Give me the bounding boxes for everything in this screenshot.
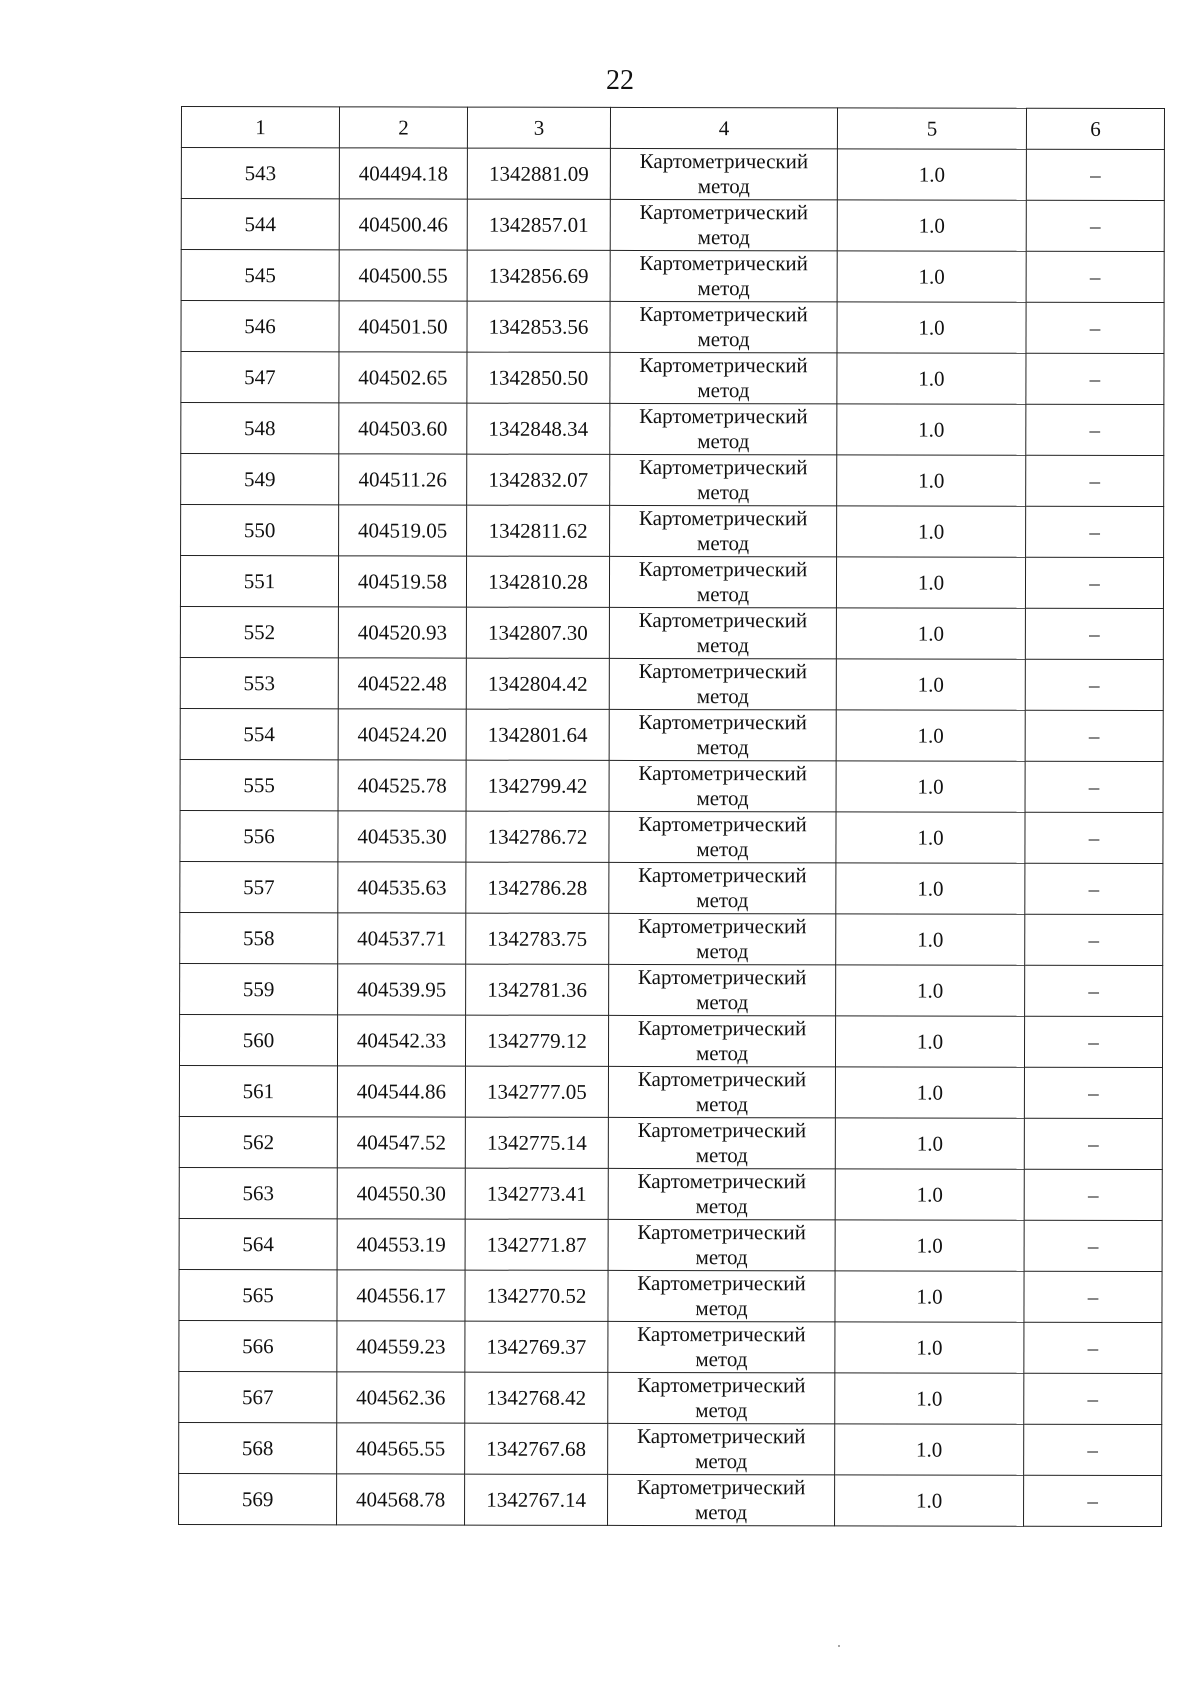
point-number-cell: 561 bbox=[179, 1065, 337, 1116]
point-number-cell: 549 bbox=[181, 454, 339, 505]
note-cell: – bbox=[1024, 1424, 1162, 1475]
method-cell bbox=[610, 505, 837, 556]
y-coordinate-cell: 1342853.56 bbox=[467, 301, 610, 352]
y-coordinate-cell: 1342786.72 bbox=[466, 811, 609, 862]
note-cell: – bbox=[1024, 1373, 1162, 1424]
accuracy-cell: 1.0 bbox=[836, 812, 1025, 863]
point-number-cell: 552 bbox=[180, 606, 338, 657]
method-line: Картометрический bbox=[639, 148, 809, 174]
page-number: 22 bbox=[606, 65, 634, 96]
table-row bbox=[180, 606, 1163, 659]
x-coordinate-cell: 404500.55 bbox=[339, 250, 467, 301]
y-coordinate-cell: 1342848.34 bbox=[467, 403, 610, 454]
y-coordinate-cell: 1342799.42 bbox=[466, 760, 609, 811]
method-line: Картометрический bbox=[637, 1117, 807, 1143]
method-line: Картометрический bbox=[638, 811, 807, 837]
table-row bbox=[181, 505, 1164, 558]
point-number-cell: 547 bbox=[181, 352, 339, 403]
table-row bbox=[179, 1218, 1162, 1271]
point-number-cell: 548 bbox=[181, 403, 339, 454]
accuracy-cell: 1.0 bbox=[835, 1322, 1024, 1373]
method-line: метод bbox=[697, 276, 750, 301]
coordinates-table bbox=[178, 106, 1165, 1527]
accuracy-cell: 1.0 bbox=[835, 1118, 1024, 1169]
table-row bbox=[179, 1422, 1162, 1475]
y-coordinate-cell: 1342857.01 bbox=[467, 199, 610, 250]
y-coordinate-cell: 1342773.41 bbox=[465, 1168, 608, 1219]
accuracy-cell: 1.0 bbox=[837, 302, 1026, 353]
method-line: метод bbox=[695, 1194, 748, 1219]
method-line: Картометрический bbox=[637, 1015, 807, 1041]
table-row bbox=[180, 759, 1163, 812]
point-number-cell: 550 bbox=[181, 505, 339, 556]
accuracy-cell: 1.0 bbox=[836, 761, 1025, 812]
method-cell bbox=[608, 1168, 835, 1219]
x-coordinate-cell: 404547.52 bbox=[337, 1117, 465, 1168]
accuracy-cell: 1.0 bbox=[837, 404, 1026, 455]
point-number-cell: 562 bbox=[179, 1116, 337, 1167]
point-number-cell: 546 bbox=[181, 301, 339, 352]
y-coordinate-cell: 1342856.69 bbox=[467, 250, 610, 301]
column-header: 3 bbox=[467, 107, 610, 148]
method-line: метод bbox=[695, 1092, 748, 1117]
accuracy-cell: 1.0 bbox=[836, 863, 1025, 914]
point-number-cell: 566 bbox=[179, 1320, 337, 1371]
y-coordinate-cell: 1342771.87 bbox=[465, 1219, 608, 1270]
x-coordinate-cell: 404559.23 bbox=[337, 1321, 465, 1372]
method-line: Картометрический bbox=[637, 1168, 807, 1194]
accuracy-cell: 1.0 bbox=[837, 149, 1026, 200]
method-line: Картометрический bbox=[639, 403, 808, 429]
note-cell: – bbox=[1025, 914, 1163, 965]
method-line: Картометрический bbox=[637, 1219, 806, 1245]
table-row bbox=[180, 556, 1163, 609]
x-coordinate-cell: 404553.19 bbox=[337, 1219, 465, 1270]
method-cell bbox=[609, 556, 836, 607]
accuracy-cell: 1.0 bbox=[835, 1271, 1024, 1322]
y-coordinate-cell: 1342767.68 bbox=[465, 1423, 608, 1474]
table-row bbox=[179, 1116, 1162, 1169]
note-cell: – bbox=[1024, 1016, 1162, 1067]
method-line: метод bbox=[697, 480, 750, 505]
x-coordinate-cell: 404539.95 bbox=[338, 964, 466, 1015]
x-coordinate-cell: 404568.78 bbox=[337, 1474, 465, 1525]
x-coordinate-cell: 404494.18 bbox=[339, 148, 467, 199]
accuracy-cell: 1.0 bbox=[836, 659, 1025, 710]
note-cell: – bbox=[1025, 863, 1163, 914]
point-number-cell: 560 bbox=[179, 1014, 337, 1065]
point-number-cell: 554 bbox=[180, 708, 338, 759]
x-coordinate-cell: 404519.58 bbox=[338, 556, 466, 607]
x-coordinate-cell: 404525.78 bbox=[338, 760, 466, 811]
point-number-cell: 558 bbox=[180, 912, 338, 963]
method-line: метод bbox=[696, 939, 749, 964]
method-cell bbox=[609, 964, 836, 1015]
accuracy-cell: 1.0 bbox=[837, 455, 1026, 506]
method-line: метод bbox=[696, 990, 749, 1015]
y-coordinate-cell: 1342786.28 bbox=[466, 862, 609, 913]
method-line: Картометрический bbox=[638, 658, 808, 684]
method-line: метод bbox=[694, 1500, 748, 1525]
method-line: метод bbox=[696, 735, 749, 760]
table-row bbox=[179, 1014, 1162, 1067]
table-row bbox=[179, 1269, 1162, 1322]
y-coordinate-cell: 1342779.12 bbox=[465, 1015, 608, 1066]
method-cell bbox=[608, 1066, 835, 1117]
y-coordinate-cell: 1342807.30 bbox=[466, 607, 609, 658]
column-header: 4 bbox=[610, 107, 837, 148]
note-cell: – bbox=[1025, 659, 1163, 710]
method-line: метод bbox=[695, 1449, 748, 1474]
table-row bbox=[181, 148, 1164, 201]
method-cell bbox=[609, 760, 836, 811]
x-coordinate-cell: 404537.71 bbox=[338, 913, 466, 964]
accuracy-cell: 1.0 bbox=[835, 1169, 1024, 1220]
method-line: метод bbox=[696, 837, 749, 862]
y-coordinate-cell: 1342767.14 bbox=[465, 1474, 608, 1525]
point-number-cell: 557 bbox=[180, 861, 338, 912]
y-coordinate-cell: 1342769.37 bbox=[465, 1321, 608, 1372]
method-line: метод bbox=[696, 582, 750, 607]
note-cell: – bbox=[1025, 812, 1163, 863]
point-number-cell: 545 bbox=[181, 250, 339, 301]
method-cell bbox=[609, 811, 836, 862]
note-cell: – bbox=[1026, 302, 1164, 353]
method-line: метод bbox=[695, 1245, 748, 1270]
method-cell bbox=[610, 199, 837, 250]
point-number-cell: 569 bbox=[179, 1473, 337, 1524]
point-number-cell: 567 bbox=[179, 1371, 337, 1422]
table-row bbox=[179, 1473, 1162, 1526]
method-line: Картометрический bbox=[638, 862, 807, 888]
accuracy-cell: 1.0 bbox=[837, 353, 1026, 404]
method-line: метод bbox=[697, 327, 750, 352]
table-row bbox=[180, 861, 1163, 914]
table-row bbox=[179, 1167, 1162, 1220]
method-cell bbox=[610, 148, 837, 199]
method-line: Картометрический bbox=[638, 913, 807, 939]
note-cell: – bbox=[1024, 1169, 1162, 1220]
table-row bbox=[180, 963, 1163, 1016]
method-cell bbox=[609, 658, 836, 709]
method-line: Картометрический bbox=[636, 1474, 806, 1500]
table-row bbox=[180, 912, 1163, 965]
accuracy-cell: 1.0 bbox=[835, 1373, 1024, 1424]
y-coordinate-cell: 1342801.64 bbox=[466, 709, 609, 760]
accuracy-cell: 1.0 bbox=[835, 1067, 1024, 1118]
method-line: метод bbox=[695, 1347, 748, 1372]
y-coordinate-cell: 1342832.07 bbox=[467, 454, 610, 505]
note-cell: – bbox=[1026, 404, 1164, 455]
point-number-cell: 563 bbox=[179, 1167, 337, 1218]
note-cell: – bbox=[1024, 1067, 1162, 1118]
x-coordinate-cell: 404544.86 bbox=[337, 1066, 465, 1117]
method-cell bbox=[608, 1321, 835, 1372]
note-cell: – bbox=[1026, 200, 1164, 251]
x-coordinate-cell: 404503.60 bbox=[339, 403, 467, 454]
method-cell bbox=[610, 301, 837, 352]
method-line: Картометрический bbox=[638, 556, 808, 582]
note-cell: – bbox=[1025, 608, 1163, 659]
column-header: 2 bbox=[339, 107, 467, 148]
y-coordinate-cell: 1342811.62 bbox=[467, 505, 610, 556]
accuracy-cell: 1.0 bbox=[836, 608, 1025, 659]
method-line: метод bbox=[697, 429, 750, 454]
accuracy-cell: 1.0 bbox=[837, 506, 1026, 557]
x-coordinate-cell: 404501.50 bbox=[339, 301, 467, 352]
table-row bbox=[180, 657, 1163, 710]
y-coordinate-cell: 1342770.52 bbox=[465, 1270, 608, 1321]
table-row bbox=[180, 810, 1163, 863]
table-body bbox=[179, 107, 1165, 1527]
method-line: Картометрический bbox=[638, 454, 808, 480]
method-cell bbox=[610, 454, 837, 505]
method-line: метод bbox=[695, 1041, 749, 1066]
method-line: Картометрический bbox=[636, 1423, 806, 1449]
point-number-cell: 555 bbox=[180, 759, 338, 810]
point-number-cell: 551 bbox=[180, 556, 338, 607]
x-coordinate-cell: 404500.46 bbox=[339, 199, 467, 250]
x-coordinate-cell: 404519.05 bbox=[339, 505, 467, 556]
x-coordinate-cell: 404542.33 bbox=[337, 1015, 465, 1066]
note-cell: – bbox=[1024, 1220, 1162, 1271]
method-line: Картометрический bbox=[639, 301, 808, 327]
method-cell bbox=[609, 709, 836, 760]
x-coordinate-cell: 404565.55 bbox=[337, 1423, 465, 1474]
note-cell: – bbox=[1024, 1271, 1162, 1322]
method-cell bbox=[610, 352, 837, 403]
method-cell bbox=[608, 1117, 835, 1168]
method-line: Картометрический bbox=[638, 709, 807, 735]
y-coordinate-cell: 1342810.28 bbox=[466, 556, 609, 607]
method-line: метод bbox=[696, 786, 749, 811]
method-line: Картометрический bbox=[638, 760, 807, 786]
table-row bbox=[179, 1065, 1162, 1118]
accuracy-cell: 1.0 bbox=[836, 965, 1025, 1016]
accuracy-cell: 1.0 bbox=[837, 251, 1026, 302]
method-line: Картометрический bbox=[638, 607, 808, 633]
table-row bbox=[181, 301, 1164, 354]
y-coordinate-cell: 1342775.14 bbox=[465, 1117, 608, 1168]
table-row bbox=[179, 1371, 1162, 1424]
method-line: Картометрический bbox=[637, 1270, 806, 1296]
y-coordinate-cell: 1342768.42 bbox=[465, 1372, 608, 1423]
method-cell bbox=[608, 1219, 835, 1270]
note-cell: – bbox=[1025, 710, 1163, 761]
x-coordinate-cell: 404520.93 bbox=[338, 607, 466, 658]
x-coordinate-cell: 404550.30 bbox=[337, 1168, 465, 1219]
method-cell bbox=[608, 1270, 835, 1321]
x-coordinate-cell: 404535.30 bbox=[338, 811, 466, 862]
method-line: метод bbox=[695, 1398, 748, 1423]
method-cell bbox=[608, 1015, 835, 1066]
point-number-cell: 559 bbox=[180, 963, 338, 1014]
column-header: 6 bbox=[1026, 108, 1164, 149]
method-line: метод bbox=[695, 1296, 748, 1321]
note-cell: – bbox=[1024, 1322, 1162, 1373]
note-cell: – bbox=[1025, 557, 1163, 608]
table-row bbox=[181, 352, 1164, 405]
method-line: метод bbox=[696, 633, 749, 658]
note-cell: – bbox=[1026, 251, 1164, 302]
x-coordinate-cell: 404502.65 bbox=[339, 352, 467, 403]
x-coordinate-cell: 404535.63 bbox=[338, 862, 466, 913]
method-cell bbox=[610, 403, 837, 454]
method-cell bbox=[609, 607, 836, 658]
x-coordinate-cell: 404511.26 bbox=[339, 454, 467, 505]
accuracy-cell: 1.0 bbox=[836, 914, 1025, 965]
table-row bbox=[181, 403, 1164, 456]
method-line: Картометрический bbox=[637, 1372, 806, 1398]
point-number-cell: 553 bbox=[180, 657, 338, 708]
accuracy-cell: 1.0 bbox=[837, 200, 1026, 251]
point-number-cell: 556 bbox=[180, 810, 338, 861]
point-number-cell: 544 bbox=[181, 199, 339, 250]
y-coordinate-cell: 1342804.42 bbox=[466, 658, 609, 709]
method-line: Картометрический bbox=[637, 1066, 807, 1092]
x-coordinate-cell: 404562.36 bbox=[337, 1372, 465, 1423]
point-number-cell: 568 bbox=[179, 1422, 337, 1473]
table-header-row bbox=[181, 107, 1164, 150]
y-coordinate-cell: 1342781.36 bbox=[466, 964, 609, 1015]
note-cell: – bbox=[1026, 149, 1164, 200]
point-number-cell: 543 bbox=[181, 148, 339, 199]
x-coordinate-cell: 404556.17 bbox=[337, 1270, 465, 1321]
method-line: метод bbox=[697, 531, 750, 556]
method-cell bbox=[608, 1474, 835, 1525]
method-line: Картометрический bbox=[638, 505, 808, 531]
note-cell: – bbox=[1024, 1475, 1162, 1526]
table-row bbox=[181, 199, 1164, 252]
table-row bbox=[179, 1320, 1162, 1373]
method-line: метод bbox=[697, 378, 750, 403]
accuracy-cell: 1.0 bbox=[835, 1220, 1024, 1271]
method-line: метод bbox=[697, 174, 750, 199]
column-header: 5 bbox=[837, 108, 1026, 149]
method-cell bbox=[608, 1423, 835, 1474]
method-line: Картометрический bbox=[639, 352, 808, 378]
note-cell: – bbox=[1026, 506, 1164, 557]
method-line: Картометрический bbox=[637, 1321, 806, 1347]
method-cell bbox=[609, 913, 836, 964]
accuracy-cell: 1.0 bbox=[836, 710, 1025, 761]
method-line: метод bbox=[696, 684, 749, 709]
table-row bbox=[181, 250, 1164, 303]
note-cell: – bbox=[1026, 353, 1164, 404]
method-line: метод bbox=[695, 1143, 748, 1168]
table-row bbox=[180, 708, 1163, 761]
accuracy-cell: 1.0 bbox=[836, 557, 1025, 608]
method-cell bbox=[609, 862, 836, 913]
y-coordinate-cell: 1342783.75 bbox=[466, 913, 609, 964]
method-line: метод bbox=[697, 225, 750, 250]
method-cell bbox=[608, 1372, 835, 1423]
accuracy-cell: 1.0 bbox=[835, 1424, 1024, 1475]
point-number-cell: 565 bbox=[179, 1269, 337, 1320]
note-cell: – bbox=[1024, 1118, 1162, 1169]
accuracy-cell: 1.0 bbox=[835, 1475, 1024, 1526]
method-line: Картометрический bbox=[639, 199, 809, 225]
y-coordinate-cell: 1342777.05 bbox=[465, 1066, 608, 1117]
point-number-cell: 564 bbox=[179, 1218, 337, 1269]
note-cell: – bbox=[1026, 455, 1164, 506]
table-row bbox=[181, 454, 1164, 507]
accuracy-cell: 1.0 bbox=[835, 1016, 1024, 1067]
y-coordinate-cell: 1342881.09 bbox=[467, 148, 610, 199]
method-cell bbox=[610, 250, 837, 301]
note-cell: – bbox=[1025, 965, 1163, 1016]
note-cell: – bbox=[1025, 761, 1163, 812]
x-coordinate-cell: 404524.20 bbox=[338, 709, 466, 760]
scan-speck bbox=[838, 1645, 840, 1647]
x-coordinate-cell: 404522.48 bbox=[338, 658, 466, 709]
y-coordinate-cell: 1342850.50 bbox=[467, 352, 610, 403]
method-line: Картометрический bbox=[637, 964, 807, 990]
method-line: метод bbox=[696, 888, 749, 913]
method-line: Картометрический bbox=[639, 250, 808, 276]
column-header: 1 bbox=[181, 107, 339, 148]
